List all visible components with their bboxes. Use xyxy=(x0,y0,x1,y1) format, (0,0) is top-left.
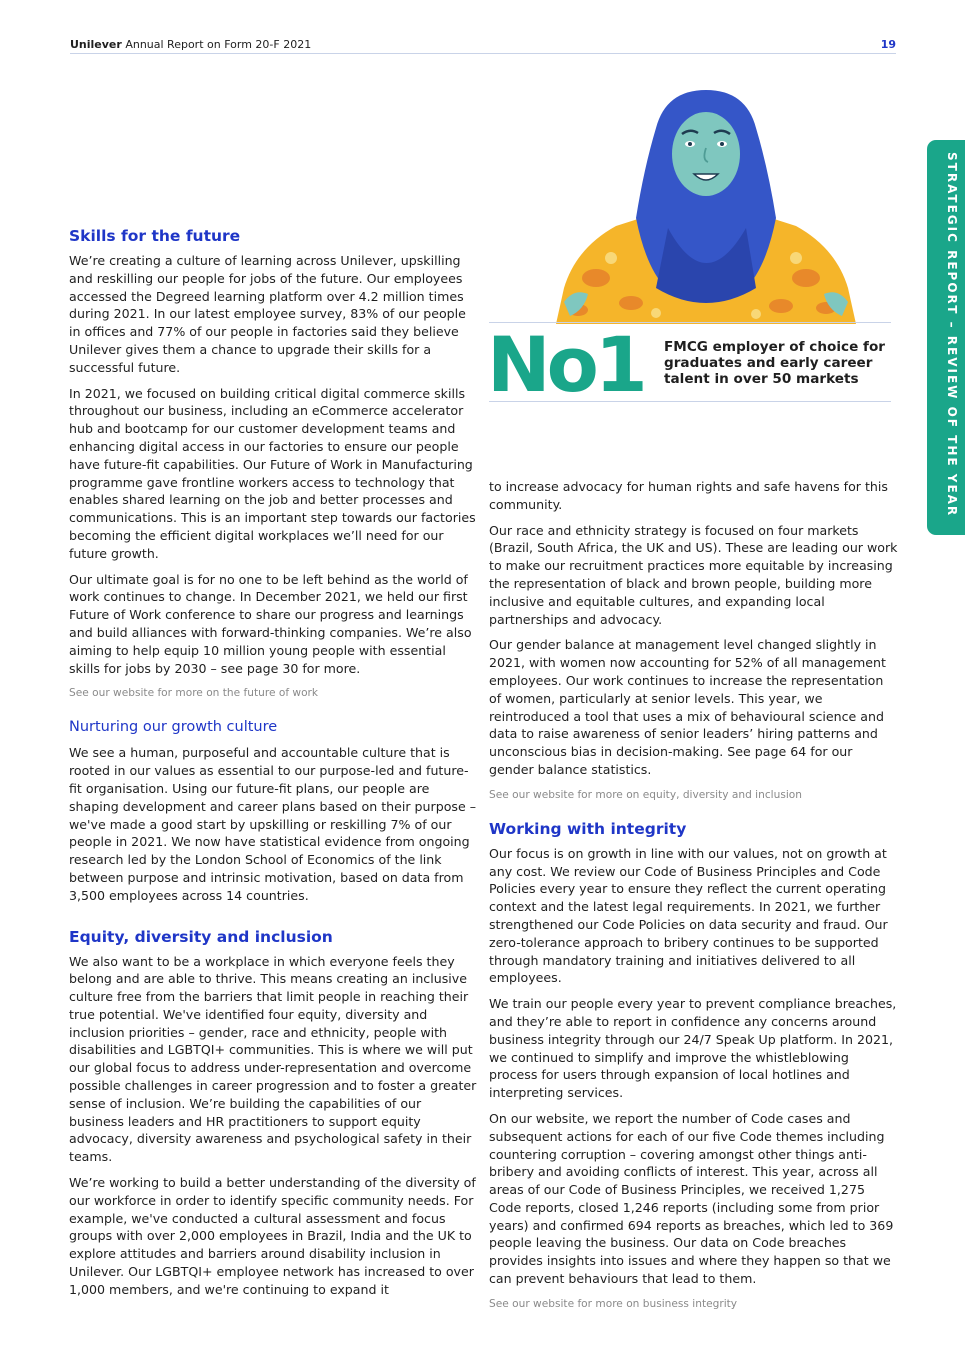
stat-bottom-rule xyxy=(489,401,891,402)
page-header xyxy=(70,36,896,54)
skills-paragraph-3: Our ultimate goal is for no one to be left behind as the world of work continues to change. In December 2021, we held our first Future of Work conference to share our progress and learnings and build alliances with forward-thinking companies. We’re also aiming to help equip 10 million young people with essential skills for jobs by 2030 – see page 30 for more. xyxy=(69,571,472,676)
brand-name: Unilever xyxy=(70,38,122,51)
integrity-heading: Working with integrity xyxy=(489,819,687,838)
integrity-paragraph-1: Our focus is on growth in line with our values, not on growth at any cost. We review our Code of Business Principles and Code Policies every year to ensure they reflect the current operating context and the latest legal requirements. In 2021, we further strengthened our Code Policies on data security and fraud. Our zero-tolerance approach to bribery continues to be supported through mandatory training and initiatives delivered to all employees. xyxy=(489,845,888,986)
skills-paragraph-1: We’re creating a culture of learning across Unilever, upskilling and reskilling our people for jobs of the future. Our employees accessed the Degreed learning platform over 4.2 million times during 2021. In our latest employee survey, 83% of our people in offices and 77% of our people in factories said they believe Unilever gives them a chance to upgrade their skills for a successful future. xyxy=(69,253,466,375)
skills-paragraph-2: In 2021, we focused on building critical digital commerce skills throughout our business, including an eCommerce accelerator hub and bootcamp for our customer development teams and enhancing digital access in our factories to ensure our people have future-fit capabilities. Our Future of Work in Manufacturing programme gave frontline workers access to technology that enables shared learning on the job and better processes and communications. This is an important step towards our factories becoming the efficient digital workplaces we’ll need for our future growth. xyxy=(69,385,476,561)
business-integrity-link[interactable]: See our website for more on business integrity xyxy=(489,1297,738,1310)
equity-paragraph-1: We also want to be a workplace in which everyone feels they belong and are able to thrive. This means creating an inclusive culture free from the barriers that limit people in reaching their true potential. We've identified four equity, diversity and inclusion priorities – gender, race and ethnicity, people with disabilities and LGBTQI+ communities. This is where we will put our global focus to address under-representation and overcome possible challenges in career progression and to foster a greater sense of inclusion. We’re building the capabilities of our business leaders and HR practitioners to support equity advocacy, diversity awareness and psychological safety in their teams. xyxy=(69,953,477,1165)
section-side-tab[interactable] xyxy=(927,140,965,535)
right-column xyxy=(489,478,899,1328)
face-shape xyxy=(672,112,740,196)
future-of-work-link[interactable]: See our website for more on the future of work xyxy=(69,687,319,700)
report-name: Annual Report on Form 20-F 2021 xyxy=(121,38,312,51)
nurturing-paragraph-1: We see a human, purposeful and accountable culture that is rooted in our values as essential to our purpose-led and future-fit organisation. Using our future-fit plans, our people are shaping development and career plans based on their purpose – we've made a good start by upskilling or reskilling 7% of our people in 2021. We now have statistical evidence from ongoing research led by the London School of Economics of the link between purpose and intrinsic motivation, based on data from 3,500 employees across 14 countries. xyxy=(69,745,477,903)
right-paragraph-2: Our race and ethnicity strategy is focused on four markets (Brazil, South Africa, the UK and US). These are leading our work to make our recruitment practices more equitable by increasing the representation of black and brown people, building more inclusive and equitable cultures, and expanding local partnerships and advocacy. xyxy=(489,522,898,627)
equity-paragraph-2: We’re working to build a better understanding of the diversity of our workforce in order to identify specific community needs. For example, we've conducted a cultural assessment and focus groups with over 2,000 employees in Brazil, India and the UK to explore attitudes and barriers around disability inclusion in Unilever. Our LGBTQI+ employee network has increased to over 1,000 members, and we're continuing to expand it xyxy=(69,1175,476,1297)
page-number: 19 xyxy=(880,38,896,51)
right-paragraph-3: Our gender balance at management level changed slightly in 2021, with women now accounting for 52% of all management employees. Our work continues to increase the representation of women, particularly at senior levels. This year, we reintroduced a tool that uses a mix of behavioural science and data to raise awareness of senior leaders’ hiring patterns and unconscious bias in decision-making. See page 64 for our gender balance statistics. xyxy=(489,637,886,777)
stat-description: FMCG employer of choice for graduates and early career talent in over 50 markets xyxy=(664,339,885,387)
integrity-paragraph-2: We train our people every year to prevent compliance breaches, and they’re able to report in confidence any concerns around business integrity through our 24/7 Speak Up platform. In 2021, we continued to simplify and improve the whistleblowing process for users through expansion of local hotlines and interpreting services. xyxy=(489,996,897,1101)
edi-link[interactable]: See our website for more on equity, diversity and inclusion xyxy=(489,788,802,801)
skills-heading: Skills for the future xyxy=(69,227,241,245)
nurturing-heading: Nurturing our growth culture xyxy=(69,719,278,736)
woman-in-hijab-illustration xyxy=(556,88,856,324)
equity-heading: Equity, diversity and inclusion xyxy=(69,927,333,946)
report-title xyxy=(70,38,311,51)
left-column xyxy=(69,226,477,1307)
section-side-tab-label: STRATEGIC REPORT – REVIEW OF THE YEAR xyxy=(945,152,959,518)
stat-number: No1 xyxy=(487,320,644,409)
integrity-paragraph-3: On our website, we report the number of Code cases and subsequent actions for each of our five Code themes including countering corruption – covering amongst other things anti-bribery and avoiding conflicts of interest. This year, across all areas of our Code of Business Principles, we received 1,275 Code reports, closed 1,246 reports (including some from prior years) and confirmed 694 reports as breaches, which led to 369 people leaving the business. Our data on Code breaches provides insights into issues and where they happen so that we can prevent behaviours that lead to them. xyxy=(489,1110,894,1287)
right-paragraph-1: to increase advocacy for human rights and safe havens for this community. xyxy=(489,479,888,512)
